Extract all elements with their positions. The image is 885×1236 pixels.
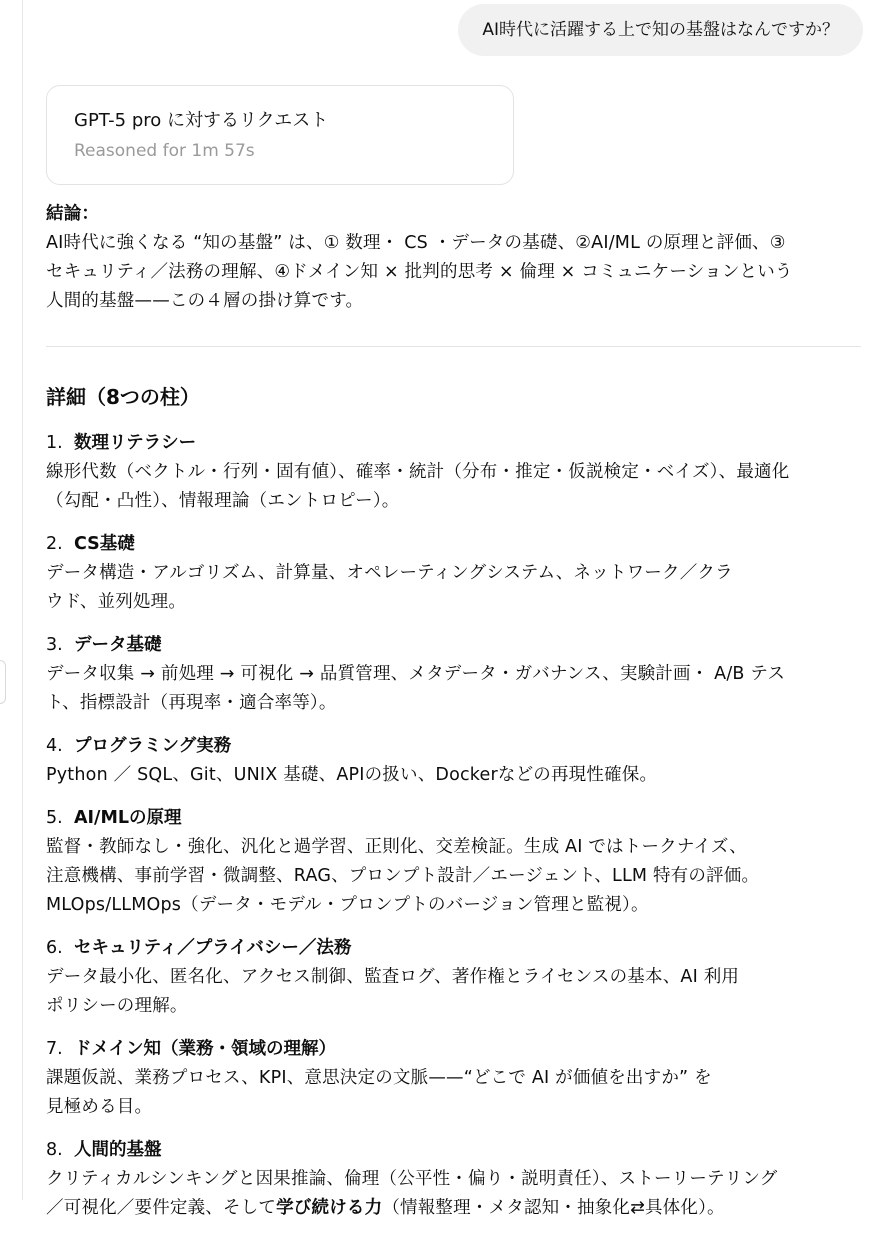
details-heading: 詳細（8つの柱） [46, 385, 200, 409]
list-item-title [46, 731, 861, 761]
assistant-conclusion [46, 200, 861, 316]
list-item-number: 4. [46, 736, 63, 756]
request-card-title: GPT-5 pro に対するリクエスト [74, 110, 329, 131]
list-item-line: Python ／ SQL、Git、UNIX 基礎、APIの扱い、Dockerなどの再現性確保。 [46, 765, 658, 785]
list-item [46, 803, 861, 920]
list-item-line: 注意機構、事前学習・微調整、RAG、プロンプト設計／エージェント、LLM 特有の評価。 [46, 866, 760, 886]
list-item-title-text: プログラミング実務 [74, 736, 232, 756]
list-item-number: 3. [46, 635, 63, 655]
list-item-title-text: 人間的基盤 [74, 1140, 162, 1160]
list-item-line: 見極める目。 [46, 1097, 153, 1117]
list-item-title [46, 803, 861, 833]
sidebar-border [22, 0, 23, 1200]
list-item [46, 731, 861, 790]
list-item-title [46, 630, 861, 660]
sidebar-toggle-handle[interactable] [0, 660, 6, 704]
list-item-number: 2. [46, 534, 63, 554]
list-item-line: データ構造・アルゴリズム、計算量、オペレーティングシステム、ネットワーク／クラ [46, 563, 733, 583]
list-item-text: （情報整理・メタ認知・抽象化⇄具体化）。 [382, 1198, 725, 1218]
conclusion-line: 人間的基盤——この４層の掛け算です。 [46, 291, 364, 311]
list-item-title-text: 数理リテラシー [74, 433, 197, 453]
list-item [46, 1135, 861, 1223]
list-item-title [46, 529, 861, 559]
list-item-title-text: AI/MLの原理 [74, 808, 182, 828]
list-item-number: 8. [46, 1140, 63, 1160]
list-item-line: クリティカルシンキングと因果推論、倫理（公平性・偏り・説明責任）、ストーリーテリング [46, 1169, 778, 1189]
list-item-line: 線形代数（ベクトル・行列・固有値）、確率・統計（分布・推定・仮説検定・ベイズ）、最適化 [46, 462, 790, 482]
list-item-line: データ最小化、匿名化、アクセス制御、監査ログ、著作権とライセンスの基本、AI 利用 [46, 967, 740, 987]
emphasis-text: 学び続ける力 [276, 1198, 383, 1218]
list-item-number: 1. [46, 433, 63, 453]
section-divider [46, 346, 861, 347]
list-item-line: （勾配・凸性）、情報理論（エントロピー）。 [46, 491, 400, 511]
list-item [46, 933, 861, 1021]
list-item-line: 課題仮説、業務プロセス、KPI、意思決定の文脈——“どこで AI が価値を出すか” を [46, 1068, 712, 1088]
list-item-line: ト、指標設計（再現率・適合率等）。 [46, 693, 337, 713]
list-item [46, 529, 861, 617]
conclusion-label: 結論： [46, 204, 100, 224]
list-item-title [46, 1034, 861, 1064]
list-item-line: 監督・教師なし・強化、汎化と過学習、正則化、交差検証。生成 AI ではトークナイズ、 [46, 837, 747, 857]
conclusion-line: AI時代に強くなる “知の基盤” は、① 数理・ CS ・データの基礎、②AI/ML の原理と評価、③ [46, 233, 786, 253]
conclusion-line: セキュリティ／法務の理解、④ドメイン知 × 批判的思考 × 倫理 × コミュニケーションという [46, 262, 793, 282]
list-item-title-text: ドメイン知（業務・領域の理解） [74, 1039, 336, 1059]
list-item [46, 428, 861, 516]
list-item-line: ウド、並列処理。 [46, 592, 187, 612]
list-item-line: データ収集 → 前処理 → 可視化 → 品質管理、メタデータ・ガバナンス、実験計画・ A/B テス [46, 664, 786, 684]
list-item-text: ／可視化／要件定義、そして [46, 1198, 277, 1218]
list-item-title [46, 1135, 861, 1165]
list-item-line [46, 1194, 861, 1223]
list-item-title [46, 428, 861, 458]
list-item-title-text: セキュリティ／プライバシー／法務 [74, 938, 352, 958]
list-item-line: ポリシーの理解。 [46, 996, 188, 1016]
list-item-number: 6. [46, 938, 63, 958]
reasoning-duration: Reasoned for 1m 57s [74, 141, 255, 161]
list-item-title-text: CS基礎 [74, 534, 135, 554]
list-item [46, 630, 861, 718]
list-item-title [46, 933, 861, 963]
list-item-line: MLOps/LLMOps（データ・モデル・プロンプトのバージョン管理と監視）。 [46, 895, 649, 915]
list-item-title-text: データ基礎 [74, 635, 162, 655]
details-section [46, 382, 861, 1236]
list-item-number: 5. [46, 808, 63, 828]
list-item-number: 7. [46, 1039, 63, 1059]
list-item [46, 1034, 861, 1122]
user-message-bubble: AI時代に活躍する上で知の基盤はなんですか？ [458, 4, 863, 56]
request-card[interactable] [46, 85, 514, 185]
